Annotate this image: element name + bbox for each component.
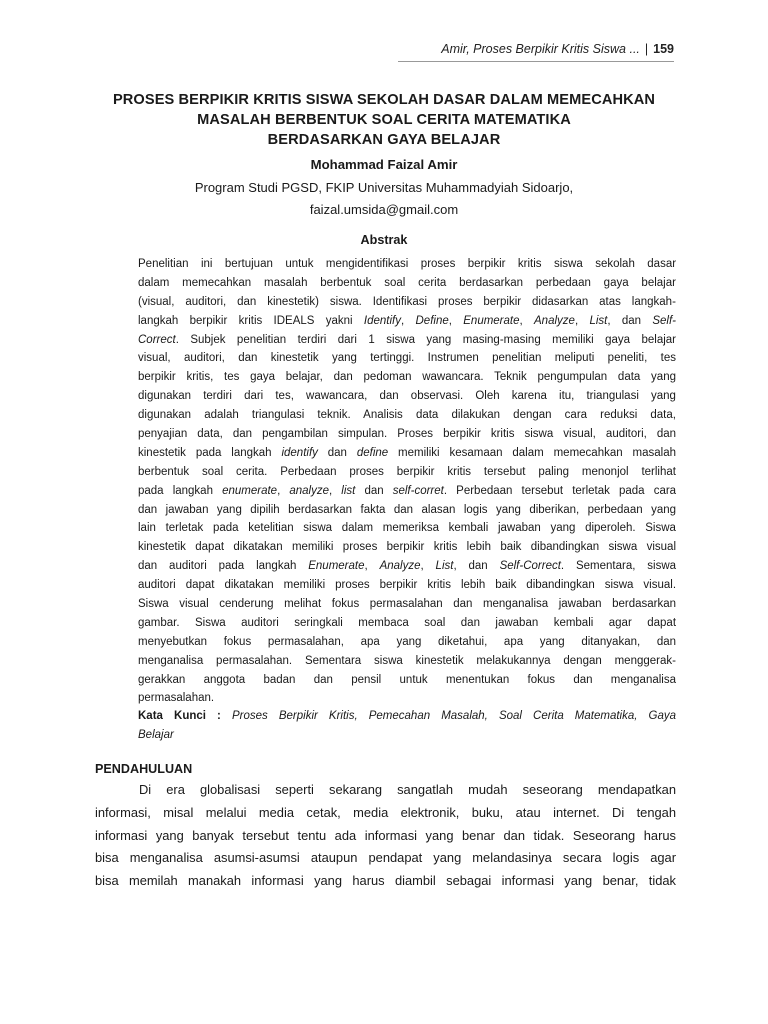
abstract-line: Siswa visual cenderung melihat fokus permasalahan dan menganalisa jawaban berdasarkan <box>138 598 677 611</box>
keywords <box>138 707 676 745</box>
abstract-line: menyebutkan fokus permasalahan, apa yang diketahui, apa yang ditanyakan, dan <box>138 635 677 648</box>
keywords-line: Belajar <box>138 729 174 741</box>
abstract-line: kinestetik dapat dikatakan memiliki proses berpikir kritis lebih baik dibandingkan siswa visual <box>138 541 676 554</box>
abstract-line: lain terletak pada ketelitian siswa dalam memeriksa kembali jawaban yang diperoleh. Siswa <box>138 522 676 535</box>
abstract-line: pada langkah enumerate, analyze, list dan self-corret. Perbedaan tersebut terletak pada cara <box>138 484 677 497</box>
abstract-heading: Abstrak <box>360 233 408 247</box>
abstract-line: Penelitian ini bertujuan untuk mengidentifikasi proses berpikir kritis siswa sekolah dasar <box>138 258 677 270</box>
abstract-line: penyajian data, dan pengambilan simpulan. Proses berpikir kritis siswa visual, auditori, dan <box>138 428 677 441</box>
abstract-line: gambar. Siswa auditori seringkali membaca soal dan jawaban kembali agar dapat <box>138 616 677 629</box>
author-name: Mohammad Faizal Amir <box>310 157 458 172</box>
title-line: BERDASARKAN GAYA BELAJAR <box>267 132 501 148</box>
abstract-line: gerakkan anggota badan dan pensil untuk menentukan fokus dan menganalisa <box>138 673 676 686</box>
keywords-line <box>138 707 676 726</box>
body-line: bisa memilah manakah informasi yang harus diambil sebagai informasi yang benar, tidak <box>95 873 676 889</box>
paper-title <box>95 90 673 150</box>
header-rule <box>398 61 674 62</box>
page-number: 159 <box>653 42 674 56</box>
running-head-text: Amir, Proses Berpikir Kritis Siswa ... <box>441 42 640 56</box>
body-line: Di era globalisasi seperti sekarang sangatlah mudah seseorang mendapatkan <box>139 782 676 797</box>
abstract-line: berpikir kritis, tes gaya belajar, dan pedoman wawancara. Teknik pengumpulan data yang <box>138 371 676 384</box>
body-line: informasi yang banyak tersebut tentu ada informasi yang benar dan tidak. Seseorang harus <box>95 827 676 843</box>
section-heading: PENDAHULUAN <box>95 762 193 776</box>
affiliation-line: Program Studi PGSD, FKIP Universitas Muhammadyiah Sidoarjo, <box>194 180 574 195</box>
abstract-line: menganalisa permasalahan. Sementara siswa kinestetik melakukannya dengan menggerak- <box>138 654 676 667</box>
abstract-line: visual, auditori, dan kinestetik yang tertinggi. Instrumen penelitian meliputi peneliti, tes <box>138 352 676 365</box>
abstract-line: auditori dapat dikatakan memiliki proses berpikir kritis lebih baik dibandingkan siswa visual. <box>138 579 677 592</box>
abstract-line: permasalahan. <box>138 692 215 705</box>
abstract-line: dalam memecahkan masalah berbentuk soal cerita berdasarkan perbedaan gaya belajar <box>138 276 676 289</box>
title-line: MASALAH BERBENTUK SOAL CERITA MATEMATIKA <box>197 112 571 128</box>
affiliation <box>95 177 673 221</box>
abstract-line: Correct. Subjek penelitian terdiri dari 1 siswa yang masing-masing memiliki gaya belajar <box>138 333 676 346</box>
body-paragraph <box>95 779 676 893</box>
abstract-line: langkah berpikir kritis IDEALS yakni Identify, Define, Enumerate, Analyze, List, dan Self- <box>138 314 676 327</box>
abstract-line: dan jawaban yang dipilih berdasarkan fakta dan alasan logis yang diberikan, perbedaan yang <box>138 503 676 516</box>
running-head <box>441 42 674 56</box>
body-line: bisa menganalisa asumsi-asumsi ataupun pendapat yang melandasinya secara logis agar <box>95 850 676 866</box>
author-email: faizal.umsida@gmail.com <box>309 202 459 217</box>
abstract-line: kinestetik pada langkah identify dan define memiliki kesamaan dalam memecahkan masalah <box>138 446 676 459</box>
running-head-separator: | <box>644 42 649 56</box>
body-line: informasi, misal melalui media cetak, media elektronik, buku, atau internet. Di tengah <box>95 804 676 820</box>
abstract-line: dan auditori pada langkah Enumerate, Analyze, List, dan Self-Correct. Sementara, siswa <box>138 560 677 573</box>
abstract-line: digunakan terdiri dari tes, wawancara, dan observasi. Oleh karena itu, triangulasi yang <box>138 390 676 403</box>
abstract-line: digunakan adalah triangulasi teknik. Analisis data dilakukan dengan cara reduksi data, <box>138 409 676 422</box>
abstract-body <box>138 255 676 708</box>
abstract-line: (visual, auditori, dan kinestetik) siswa. Identifikasi proses berpikir didasarkan atas langkah- <box>138 295 676 308</box>
keywords-label: Kata Kunci : <box>138 710 221 722</box>
title-line: PROSES BERPIKIR KRITIS SISWA SEKOLAH DASAR DALAM MEMECAHKAN <box>112 92 656 108</box>
keywords-text: Proses Berpikir Kritis, Pemecahan Masalah, Soal Cerita Matematika, Gaya <box>231 710 677 722</box>
abstract-line: berbentuk soal cerita. Perbedaan proses berpikir kritis tersebut paling menonjol terlihat <box>138 465 676 478</box>
